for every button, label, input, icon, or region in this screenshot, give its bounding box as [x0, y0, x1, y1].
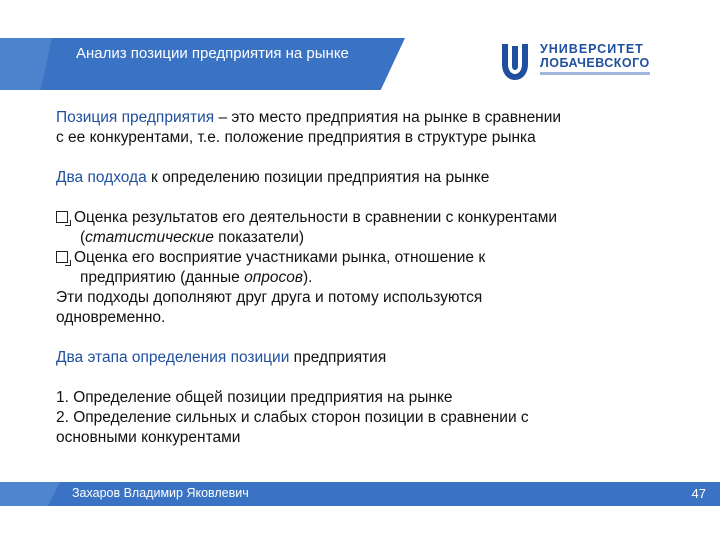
bullet-item-1-cont: (статистические показатели) [80, 229, 305, 246]
university-logo [494, 40, 654, 82]
bullet-item-1 [56, 208, 686, 228]
bullet-2-text: Оценка его восприятие участниками рынка, отношение к [74, 249, 486, 266]
logo-text-line2: ЛОБАЧЕВСКОГО [540, 56, 650, 70]
bullet-1-text: Оценка результатов его деятельности в сравнении с конкурентами [74, 209, 558, 226]
definition-term: Позиция предприятия [56, 109, 215, 126]
slide-title: Анализ позиции предприятия на рынке [76, 45, 349, 62]
approaches-text: к определению позиции предприятия на рынке [146, 169, 490, 186]
page-number: 47 [691, 486, 706, 501]
stage-item-2-cont: основными конкурентами [56, 429, 241, 446]
definition-line1 [56, 108, 686, 128]
definition-line2: с ее конкурентами, т.е. положение предприятия в структуре рынка [56, 129, 536, 146]
stages-term: Два этапа определения позиции [56, 349, 290, 366]
approaches-heading [56, 168, 686, 188]
logo-text-line1: УНИВЕРСИТЕТ [540, 42, 644, 56]
summary-line1: Эти подходы дополняют друг друга и потому используются [56, 289, 483, 306]
stages-heading [56, 348, 686, 368]
unn-logo-icon [494, 40, 536, 82]
checkbox-bullet-icon [56, 251, 68, 263]
stages-text: предприятия [289, 349, 387, 366]
bullet-2-emphasis: опросов [244, 269, 303, 286]
slide-content [56, 108, 686, 448]
stage-item-1: 1. Определение общей позиции предприятия на рынке [56, 389, 453, 406]
logo-underline [540, 72, 650, 75]
bullet-item-2-cont: предприятию (данные опросов). [80, 269, 313, 286]
summary-line2: одновременно. [56, 309, 166, 326]
checkbox-bullet-icon [56, 211, 68, 223]
footer-author: Захаров Владимир Яковлевич [72, 486, 249, 500]
definition-text: – это место предприятия на рынке в сравнении [214, 109, 562, 126]
stage-item-2: 2. Определение сильных и слабых сторон позиции в сравнении с [56, 409, 529, 426]
bullet-item-2 [56, 248, 686, 268]
approaches-term: Два подхода [56, 169, 147, 186]
bullet-1-emphasis: статистические [85, 229, 214, 246]
